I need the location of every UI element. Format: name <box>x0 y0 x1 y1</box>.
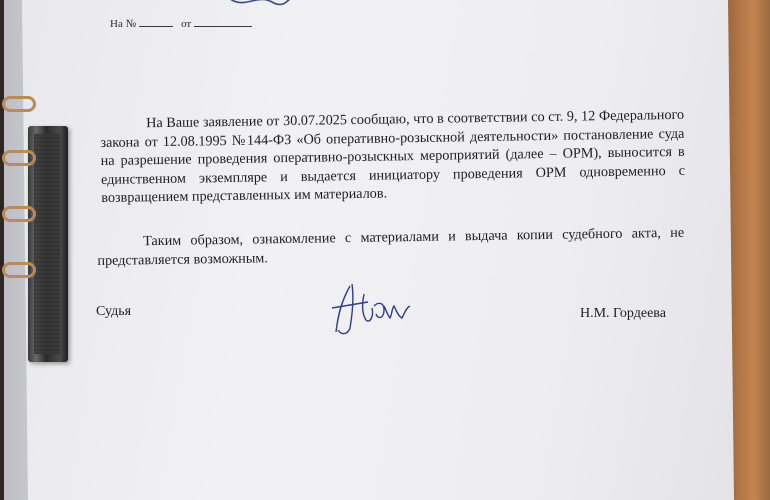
signatory-name: Н.М. Гордеева <box>580 306 666 321</box>
handwritten-signature <box>328 280 414 340</box>
binder-clip-texture <box>34 134 60 354</box>
number-prefix: На № <box>110 18 137 30</box>
binder-ring <box>2 96 36 112</box>
binder-ring <box>2 150 36 166</box>
signatory-role: Судья <box>96 304 132 319</box>
handwritten-scribble <box>188 0 298 10</box>
date-prefix: от <box>181 18 192 30</box>
date-blank <box>194 16 252 27</box>
outgoing-reference-line <box>110 16 252 30</box>
number-blank <box>139 16 173 27</box>
body-paragraph-2: Таким образом, ознакомление с материалами и выдача копии судебного акта, не представляется возможным. <box>97 224 685 269</box>
binder-ring <box>2 262 36 278</box>
binder-ring <box>2 206 36 222</box>
body-paragraph-1: На Ваше заявление от 30.07.2025 сообщаю, что в соответствии со ст. 9, 12 Федерального закона от 12.08.1995 №144-ФЗ «Об оперативно-розыскной деятельности» постановление суда на разрешение проведения оперативно-розыскных мероприятий (далее – ОРМ), выносится в единственном экземпляре и выдается инициатору проведения ОРМ одновременно с возвращением представленных им материалов. <box>100 106 686 206</box>
